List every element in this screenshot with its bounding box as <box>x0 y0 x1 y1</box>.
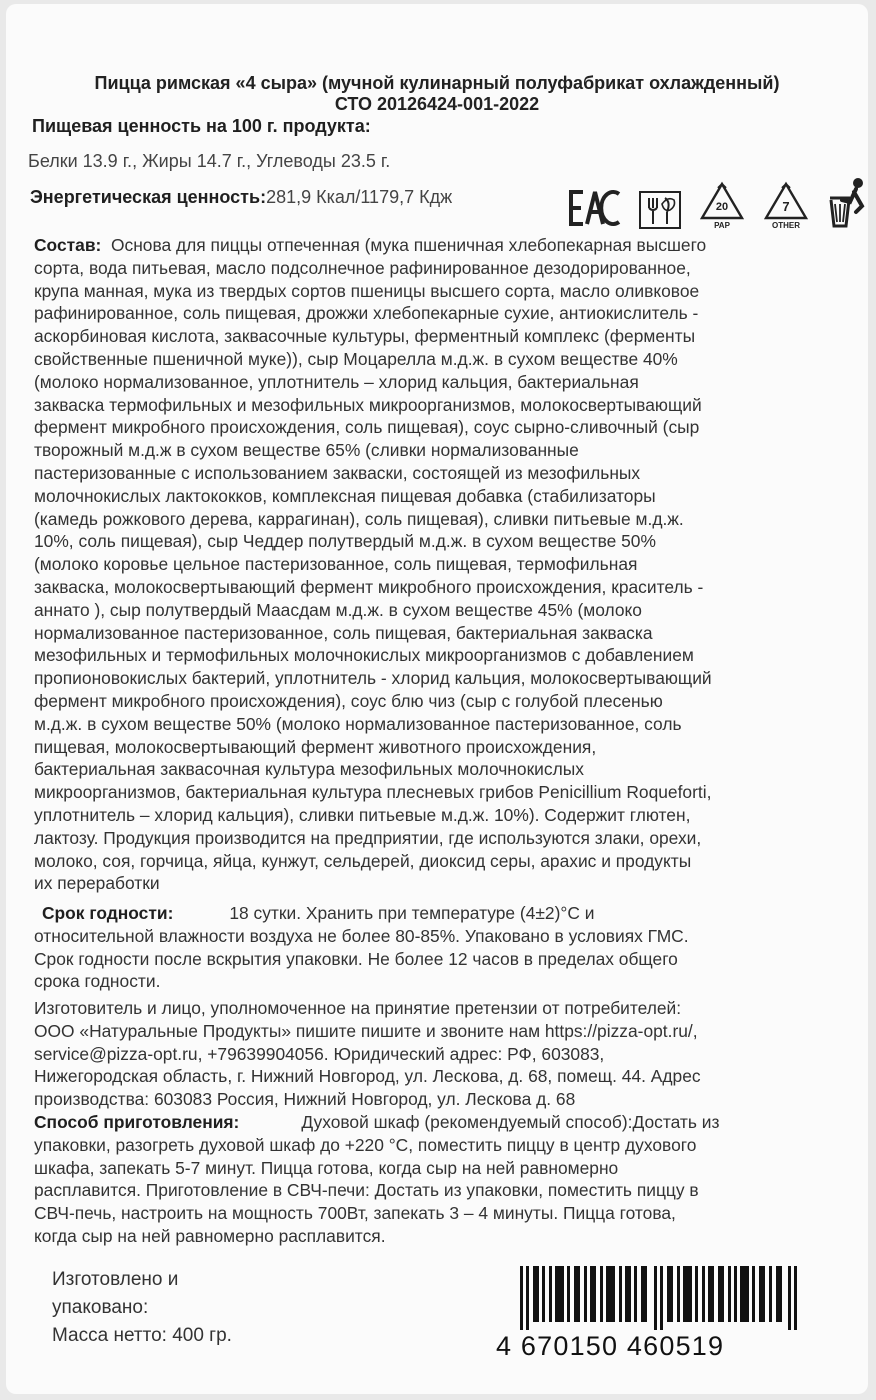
composition-line: (молоко нормализованное, уплотнитель – хлорид кальция, бактериальная <box>34 371 639 392</box>
composition-line: закваска, молокосвертывающий фермент микробного происхождения, краситель - <box>34 576 704 597</box>
preparation-line: СВЧ-печь, настроить на мощность 700Вт, запекать 3 – 4 минуты. Пицца готова, <box>34 1203 676 1224</box>
recycle-other-code: 7 <box>782 199 790 214</box>
composition-line: крупа манная, мука из твердых сортов пшеницы высшего сорта, масло оливковое <box>34 280 700 301</box>
barcode <box>520 1266 802 1330</box>
composition-line: молочнокислых лактококков, комплексная пищевая добавка (стабилизаторы <box>34 485 656 506</box>
composition-line: пастеризованные с использованием закваски, состоящей из мезофильных <box>34 462 641 483</box>
preparation-block <box>34 1111 844 1248</box>
composition-line: сорта, вода питьевая, масло подсолнечное рафинированное дезодорированное, <box>34 257 691 278</box>
composition-line: их переработки <box>34 873 160 894</box>
barcode-number: 4 670150 460519 <box>496 1331 725 1361</box>
recycle-other-icon <box>762 180 810 230</box>
nutrition-heading: Пищевая ценность на 100 г. продукта: <box>32 116 371 136</box>
manufacturer-block <box>34 997 844 1111</box>
recycle-pap-icon <box>698 180 746 230</box>
composition-line: закваска термофильных и мезофильных микроорганизмов, молокосвертывающий <box>34 394 702 415</box>
manufacturer-line: service@pizza-opt.ru, +79639904056. Юридический адрес: РФ, 603083, <box>34 1043 605 1064</box>
shelf-life-line: срока годности. <box>34 971 161 992</box>
eac-icon <box>568 186 622 230</box>
shelf-life-block <box>34 902 844 993</box>
composition-line: аннато ), сыр полутвердый Маасдам м.д.ж. в сухом веществе 45% (молоко <box>34 599 642 620</box>
footer-block <box>52 1266 232 1350</box>
recycle-pap-code: 20 <box>715 201 729 213</box>
manufacturer-line: Изготовитель и лицо, уполномоченное на принятие претензии от потребителей: <box>34 998 682 1018</box>
composition-line: микроорганизмов, бактериальная культура плесневых грибов Penicillium Roqueforti, <box>34 782 712 803</box>
composition-line: пропионовокислых бактерий, уплотнитель - хлорид кальция, молокосвертывающий <box>34 668 712 689</box>
net-weight: Масса нетто: 400 гр. <box>52 1325 232 1346</box>
recycle-other-text: OTHER <box>772 221 800 230</box>
preparation-line: Духовой шкаф (рекомендуемый способ):Достать из <box>301 1112 720 1132</box>
composition-line: уплотнитель – хлорид кальция), сливки питьевые м.д.ж. 10%). Содержит глютен, <box>34 804 691 825</box>
made-packed-line1: Изготовлено и <box>52 1269 179 1290</box>
composition-line: лактозу. Продукция производится на предприятии, где используются злаки, орехи, <box>34 827 702 848</box>
food-safe-icon <box>638 190 682 230</box>
composition-line: фермент микробного происхождения), соус блю чиз (сыр с голубой плесенью <box>34 690 663 711</box>
composition-line: аскорбиновая кислота, заквасочные культуры, ферментный комплекс (ферменты <box>34 326 696 347</box>
preparation-label: Способ приготовления: <box>34 1112 240 1132</box>
preparation-line: шкафа, запекать 5-7 минут. Пицца готова, когда сыр на ней равномерно <box>34 1157 619 1178</box>
shelf-life-line: относительной влажности воздуха не более 80-85%. Упаковано в условиях ГМС. <box>34 925 689 946</box>
composition-line: мезофильных и термофильных молочнокислых микроорганизмов с добавлением <box>34 645 694 666</box>
certification-icons <box>568 176 868 230</box>
manufacturer-line: производства: 603083 Россия, Нижний Новгород, ул. Лескова д. 68 <box>34 1089 576 1110</box>
trash-bin-icon <box>826 176 868 230</box>
composition-line: бактериальная заквасочная культура мезофильных молочнокислых <box>34 759 584 780</box>
made-packed-line2: упаковано: <box>52 1297 149 1318</box>
shelf-life-line: 18 сутки. Хранить при температуре (4±2)°С и <box>229 903 595 923</box>
composition-line: 10%, соль пищевая), сыр Чеддер полутвердый м.д.ж. в сухом веществе 50% <box>34 531 656 552</box>
energy-value: 281,9 Ккал/1179,7 Кдж <box>266 187 453 207</box>
composition-label: Состав: <box>34 235 102 255</box>
preparation-line: когда сыр на ней равномерно расплавится. <box>34 1225 386 1246</box>
manufacturer-line: Нижегородская область, г. Нижний Новгород, ул. Лескова, д. 68, помещ. 44. Адрес <box>34 1066 701 1087</box>
standard-code: СТО 20126424-001-2022 <box>334 94 540 114</box>
recycle-pap-text: PAP <box>714 221 730 230</box>
product-label <box>6 4 868 1394</box>
manufacturer-line: ООО «Натуральные Продукты» пишите пишите и звоните нам https://pizza-opt.ru/, <box>34 1020 698 1041</box>
composition-line: Основа для пиццы отпеченная (мука пшеничная хлебопекарная высшего <box>110 235 707 255</box>
product-title: Пицца римская «4 сыра» (мучной кулинарный полуфабрикат охлажденный) <box>94 73 780 93</box>
composition-line: рафинированное, соль пищевая, дрожжи хлебопекарные сухие, антиокислитель - <box>34 303 699 324</box>
composition-line: свойственные пшеничной муке)), сыр Моцарелла м.д.ж. в сухом веществе 40% <box>34 348 678 369</box>
composition-block <box>34 234 844 895</box>
shelf-life-label: Срок годности: <box>42 903 174 923</box>
composition-line: м.д.ж. в сухом веществе 50% (молоко нормализованное пастеризованное, соль <box>34 713 682 734</box>
composition-line: (молоко коровье цельное пастеризованное, соль пищевая, термофильная <box>34 554 638 575</box>
shelf-life-line: Срок годности после вскрытия упаковки. Не более 12 часов в пределах общего <box>34 948 678 969</box>
energy-row <box>30 186 452 208</box>
composition-line: нормализованное пастеризованное, соль пищевая, бактериальная закваска <box>34 622 653 643</box>
preparation-line: расплавится. Приготовление в СВЧ-печи: Достать из упаковки, поместить пиццу в <box>34 1180 699 1201</box>
energy-label: Энергетическая ценность: <box>30 187 267 207</box>
composition-line: пищевая, молокосвертывающий фермент животного происхождения, <box>34 736 597 757</box>
composition-line: (камедь рожкового дерева, каррагинан), соль пищевая), сливки питьевые м.д.ж. <box>34 508 684 529</box>
composition-line: фермент микробного происхождения, соль пищевая), соус сырно-сливочный (сыр <box>34 417 700 438</box>
composition-line: молоко, соя, горчица, яйца, кунжут, сельдерей, диоксид серы, арахис и продукты <box>34 850 692 871</box>
preparation-line: упаковки, разогреть духовой шкаф до +220 °С, поместить пиццу в центр духового <box>34 1134 697 1155</box>
nutrition-values: Белки 13.9 г., Жиры 14.7 г., Углеводы 23.5 г. <box>28 151 391 171</box>
composition-line: творожный м.д.ж в сухом веществе 65% (сливки нормализованные <box>34 440 579 461</box>
